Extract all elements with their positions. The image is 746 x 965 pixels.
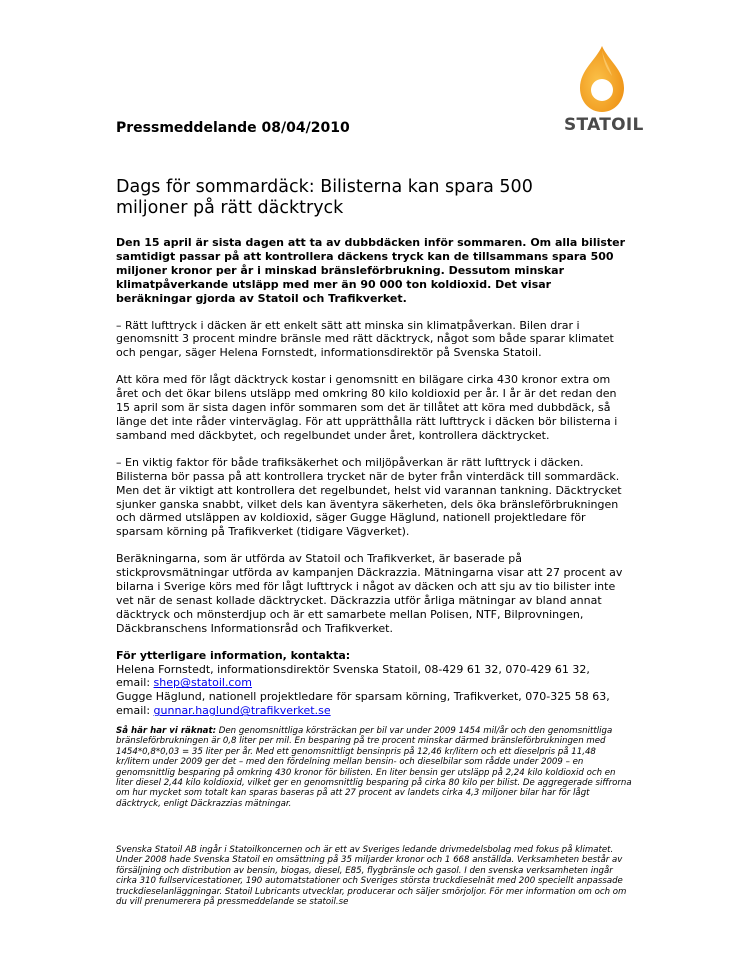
email-label: email: bbox=[116, 704, 154, 718]
statoil-logo bbox=[564, 40, 644, 136]
press-release-label: Pressmeddelande 08/04/2010 bbox=[116, 120, 350, 136]
contact-email-line-1 bbox=[116, 676, 626, 690]
calculation-label: Så här har vi räknat: bbox=[116, 726, 217, 736]
calculation-note bbox=[116, 726, 632, 809]
calculation-text: Den genomsnittliga körsträckan per bil var under 2009 1454 mil/år och den genomsnittliga bränsleförbrukningen är 0,8 liter per mil. En besparing på tre procent minskar därmed bränsleförbrukningen med 1454*0,8*0,03 = 35 liter per år. Med ett genomsnittligt bensinpris på 12,46 kr/litern och ett dieselpris på 11,48 kr/litern under 2009 ger det – med den fördelning mellan bensin- och dieselbilar som rådde under 2009 – en genomsnittlig besparing på omkring 430 kronor för bilisten. En liter bensin ger utsläpp på 2,24 kilo koldioxid och en liter diesel 2,44 kilo koldioxid, vilket ger en genomsnittlig besparing på cirka 80 kilo per bilist. De aggregerade siffrorna om hur mycket som totalt kan sparas baseras på att 27 procent av landets cirka 4,3 miljoner bilar har för lågt däcktryck, enligt Däckrazzias mätningar. bbox=[116, 726, 632, 809]
email-link-1[interactable]: shep@statoil.com bbox=[153, 676, 252, 690]
email-link-2[interactable]: gunnar.haglund@trafikverket.se bbox=[153, 704, 331, 718]
email-label: email: bbox=[116, 676, 154, 690]
paragraph: Beräkningarna, som är utförda av Statoil och Trafikverket, är baserade på stickprovsmätningar utförda av kampanjen Däckrazzia. Mätningarna visar att 27 procent av bilarna i Sverige körs med för lågt lufttryck i något av däcken och att sju av tio bilister inte vet när de senast kollade däcktrycket. Däckrazzia utför årliga mätningar av bland annat däcktryck och mönsterdjup och är ett samarbete mellan Polisen, NTF, Bilprovningen, Däckbranschens Informationsråd och Trafikverket. bbox=[116, 552, 623, 635]
lead-paragraph: Den 15 april är sista dagen att ta av dubbdäcken inför sommaren. Om alla bilister samtidigt passar på att kontrollera däckens tryck kan de tillsammans spara 500 miljoner kronor per år i minskad bränsleförbrukning. Dessutom minskar klimatpåverkande utsläpp med mer än 90 000 ton koldioxid. Det visar beräkningar gjorda av Statoil och Trafikverket. bbox=[116, 236, 626, 305]
paragraph: – Rätt lufttryck i däcken är ett enkelt sätt att minska sin klimatpåverkan. Bilen drar i genomsnitt 3 procent mindre bränsle med rätt däcktryck, något som både sparar klimatet och pengar, säger Helena Fornstedt, informationsdirektör på Svenska Statoil. bbox=[116, 318, 614, 360]
contact-person-2: Gugge Häglund, nationell projektledare för sparsam körning, Trafikverket, 070-325 58 63, bbox=[116, 690, 610, 704]
contact-block bbox=[116, 649, 626, 719]
paragraph: Att köra med för lågt däcktryck kostar i genomsnitt en bilägare cirka 430 kronor extra om året och det ökar bilens utsläpp med omkring 80 kilo koldioxid per år. I år är det redan den 15 april som är sista dagen inför sommaren som det är tillåtet att köra med dubbdäck, så länge det inte råder vinterväglag. För att upprätthålla rätt lufttryck i däcken bör bilisterna i samband med däckbytet, och regelbundet under året, kontrollera däcktrycket. bbox=[116, 373, 618, 442]
paragraph: – En viktig faktor för både trafiksäkerhet och miljöpåverkan är rätt lufttryck i däcken. Bilisterna bör passa på att kontrollera trycket när de byter från vinterdäck till sommardäck. Men det är viktigt att kontrollera det regelbundet, helst vid varannan tankning. Däcktrycket sjunker ganska snabbt, vilket dels kan äventyra säkerheten, dels öka bränsleförbrukningen och därmed utsläppen av koldioxid, säger Gugge Häglund, nationell projektledare för sparsam körning på Trafikverket (tidigare Vägverket). bbox=[116, 455, 622, 539]
article-body bbox=[116, 236, 626, 718]
contact-person-1: Helena Fornstedt, informationsdirektör Svenska Statoil, 08-429 61 32, 070-429 61 32, bbox=[116, 662, 590, 676]
headline: Dags för sommardäck: Bilisterna kan spara 500 miljoner på rätt däcktryck bbox=[116, 177, 533, 218]
contact-email-line-2 bbox=[116, 704, 626, 718]
flame-drop-icon bbox=[564, 40, 640, 116]
contact-heading: För ytterligare information, kontakta: bbox=[116, 648, 351, 662]
about-statoil: Svenska Statoil AB ingår i Statoilkoncernen och är ett av Sveriges ledande drivmedelsbolag med fokus på klimatet. Under 2008 hade Svenska Statoil en omsättning på 35 miljarder kronor och 1 668 anställda. Verksamheten består av försäljning och distribution av bensin, biogas, diesel, E85, flygbränsle och gasol. I den svenska verksamheten ingår cirka 310 fullservicestationer, 190 automatstationer och Sveriges största truckdieselnät med 200 speciellt anpassade truckdieselanläggningar. Statoil Lubricants utvecklar, producerar och säljer smörjoljor. För mer information om och om du vill prenumerera på pressmeddelande se statoil.se bbox=[116, 845, 627, 908]
logo-wordmark: STATOIL bbox=[564, 115, 644, 135]
